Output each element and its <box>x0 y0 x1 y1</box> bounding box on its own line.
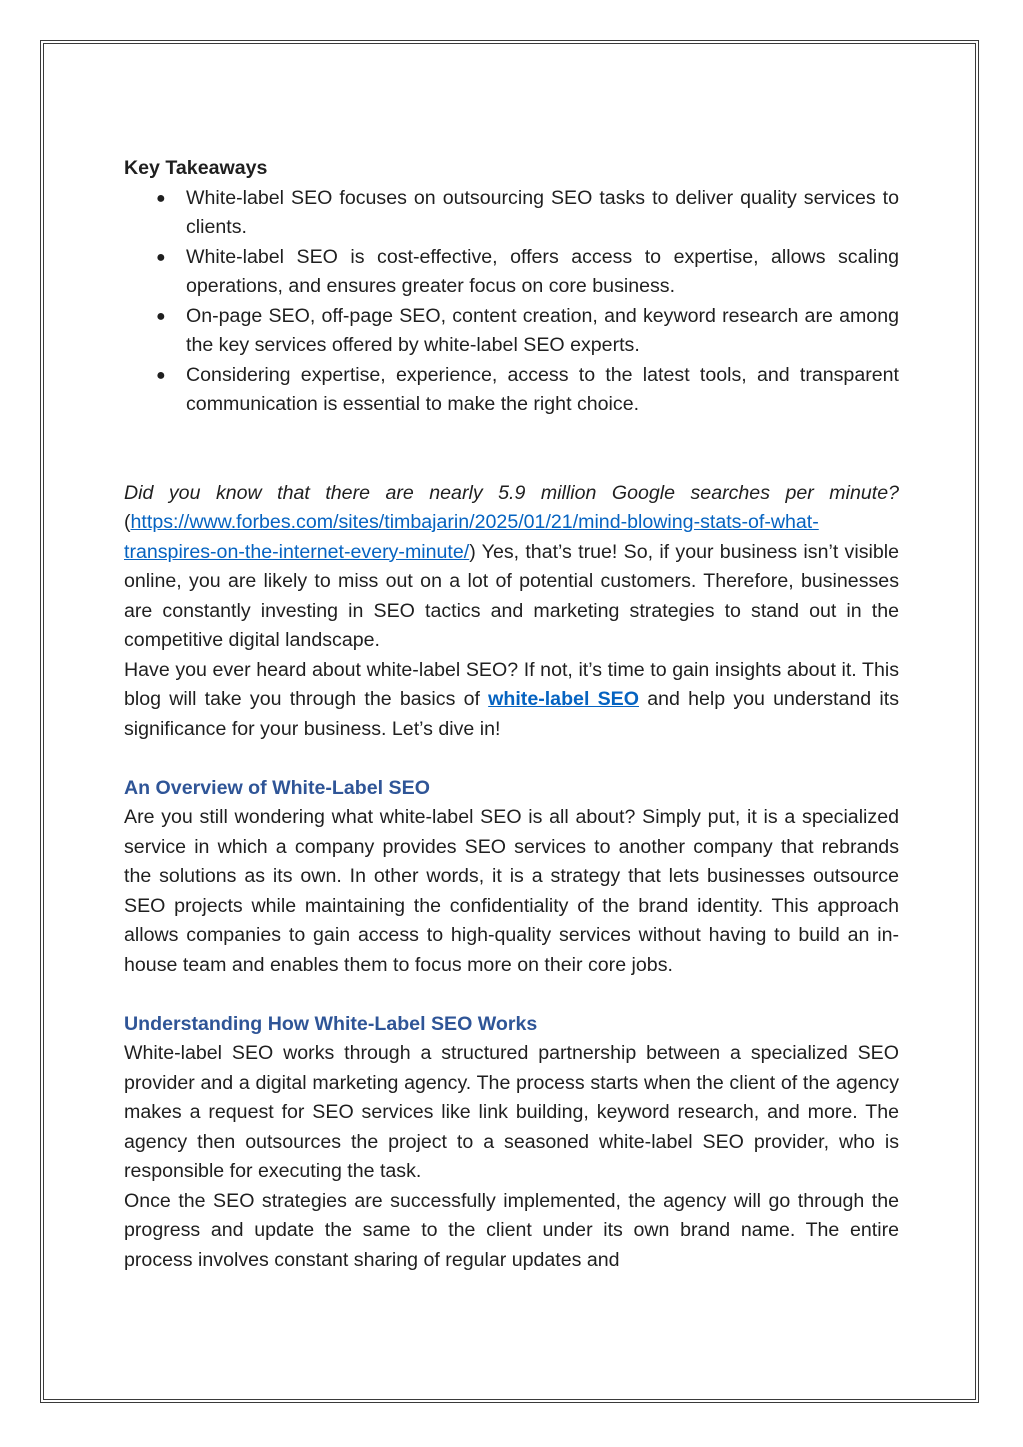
spacer <box>124 420 899 479</box>
bullet-icon: ● <box>156 307 166 325</box>
how-it-works-paragraph-1: White-label SEO works through a structured partnership between a specialized SEO provider and a digital marketing agency. The process starts when the client of the agency makes a request for SEO services like link building, keyword research, and more. The agency then outsources the project to a seasoned white-label SEO provider, who is responsible for executing the task. <box>124 1042 899 1182</box>
list-item-text: White-label SEO is cost-effective, offers access to expertise, allows scaling operations, and ensures greater focus on core business. <box>186 245 899 297</box>
intro-p2-text-end: and help you understand its significance for your business. Let’s dive in! <box>124 688 899 740</box>
intro-text: ) Yes, that’s true! So, if your business isn’t visible online, you are likely to miss out on a lot of potential customers. Therefore, businesses are constantly investing in SEO tactics and marketing strategies to stand out in the competitive digital landscape. <box>124 540 899 651</box>
document-body <box>124 154 899 1275</box>
intro-question: Did you know that there are nearly 5.9 million Google searches per minute? <box>124 481 899 504</box>
how-it-works-heading: Understanding How White-Label SEO Works <box>124 1012 538 1035</box>
forbes-source-link[interactable]: https://www.forbes.com/sites/timbajarin/2025/01/21/mind-blowing-stats-of-what-transpires-on-the-internet-every-minute/ <box>124 511 819 563</box>
key-takeaways-heading: Key Takeaways <box>124 157 268 179</box>
intro-paragraph-2 <box>124 656 899 745</box>
spacer <box>124 980 899 1010</box>
spacer <box>124 744 899 774</box>
bullet-icon: ● <box>156 366 166 384</box>
bullet-icon: ● <box>156 248 166 266</box>
how-it-works-paragraph-2: Once the SEO strategies are successfully implemented, the agency will go through the progress and update the same to the client under its own brand name. The entire process involves constant sharing of regular updates and <box>124 1189 899 1271</box>
key-takeaways-list <box>124 184 899 420</box>
open-paren: ( <box>124 511 131 533</box>
bullet-icon: ● <box>156 189 166 207</box>
list-item-text: White-label SEO focuses on outsourcing SEO tasks to deliver quality services to clients. <box>186 186 899 238</box>
list-item-text: On-page SEO, off-page SEO, content creation, and keyword research are among the key services offered by white-label SEO experts. <box>186 304 899 356</box>
list-item <box>156 302 899 361</box>
overview-heading: An Overview of White-Label SEO <box>124 776 430 799</box>
list-item <box>156 361 899 420</box>
overview-paragraph: Are you still wondering what white-label SEO is all about? Simply put, it is a specialized service in which a company provides SEO services to another company that rebrands the solutions as its own. In other words, it is a strategy that lets businesses outsource SEO projects while maintaining the confidentiality of the brand identity. This approach allows companies to gain access to high-quality services without having to build an in-house team and enables them to focus more on their core jobs. <box>124 806 899 976</box>
list-item-text: Considering expertise, experience, access to the latest tools, and transparent communication is essential to make the right choice. <box>186 363 899 415</box>
list-item <box>156 243 899 302</box>
white-label-seo-link[interactable]: white-label SEO <box>488 688 639 710</box>
intro-p2-text: Have you ever heard about white-label SEO? If not, it’s time to gain insights about it. This blog will take you through the basics of <box>124 658 899 710</box>
list-item <box>156 184 899 243</box>
intro-paragraph <box>124 479 899 656</box>
